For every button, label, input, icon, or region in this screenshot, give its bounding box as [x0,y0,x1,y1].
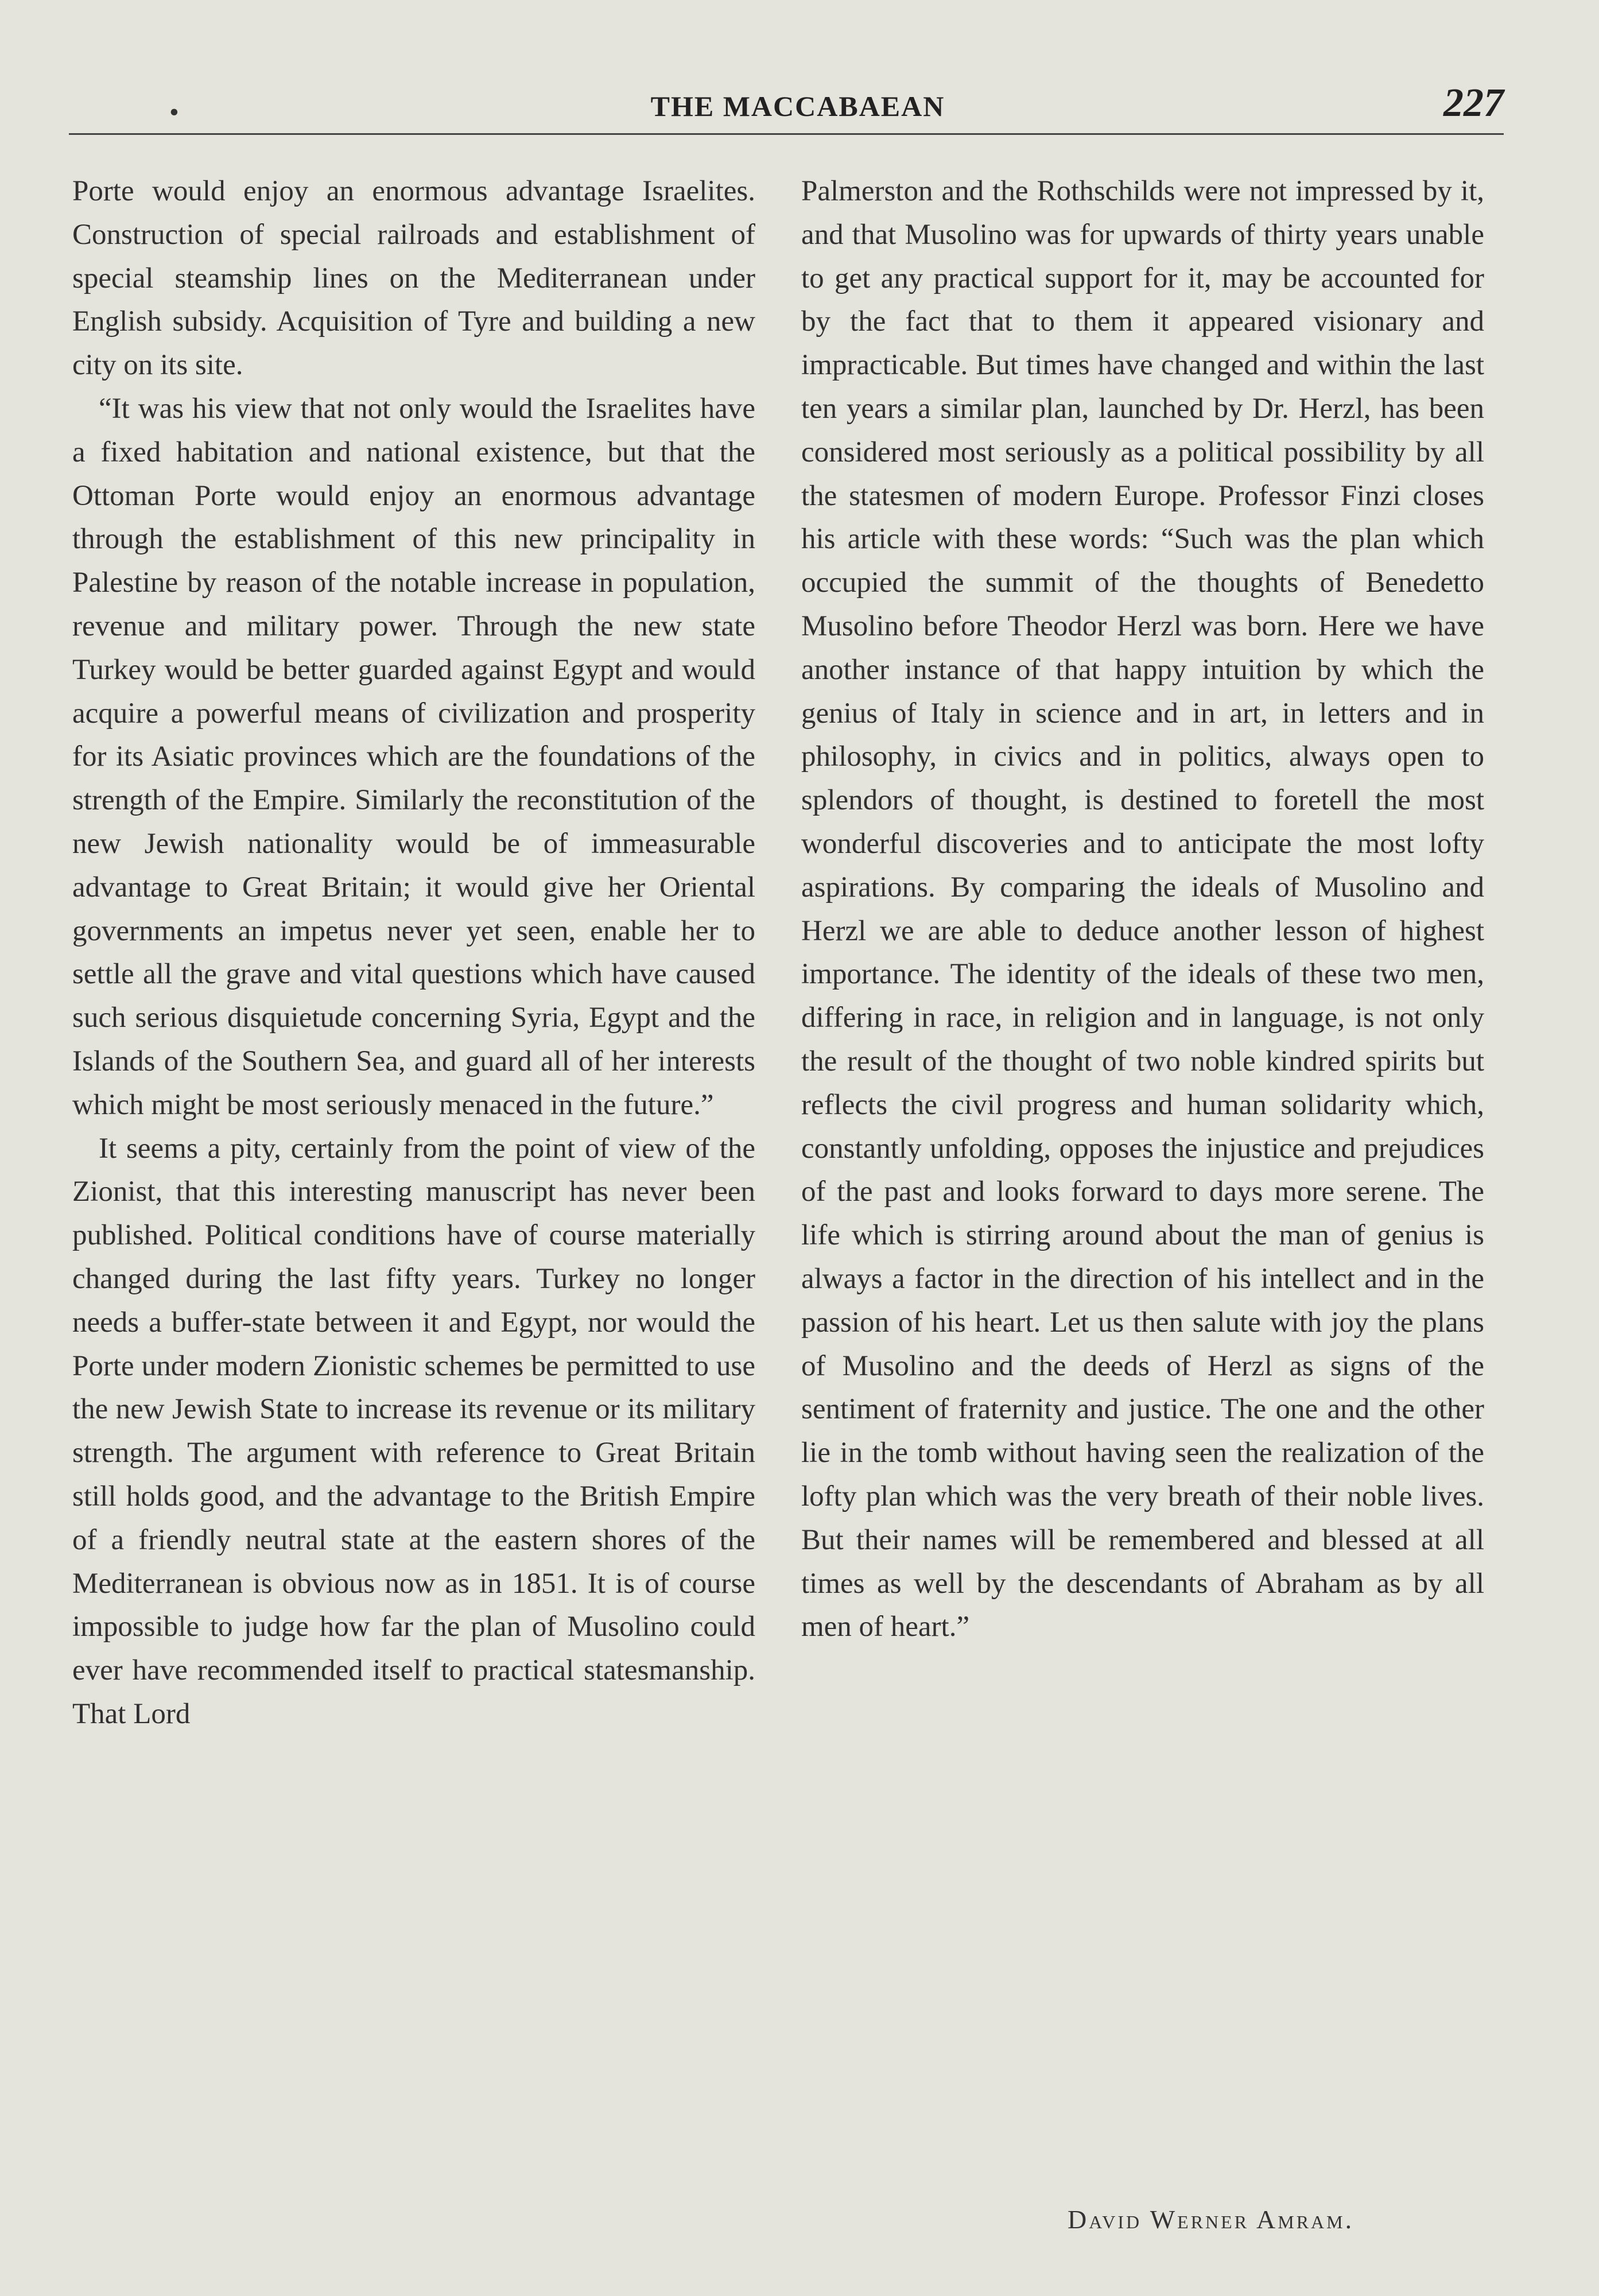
paragraph-continued: Porte would enjoy an enormous advantage Israelites. Construction of special railroads and establishment of special steamship lines on the Mediterranean under English subsidy. Acquisition of Tyre and building a new city on its site. [72,175,755,382]
running-header [69,80,1527,132]
author-signature: David Werner Amram. [1068,2205,1355,2234]
page-number: 227 [1443,81,1504,125]
right-column [801,170,1484,1649]
header-rule [69,133,1504,135]
left-column [72,170,755,1736]
header-bullet: • [169,97,179,127]
paragraph-quote: “It was his view that not only would the Israelites have a fixed habitation and national existence, but that the Ottoman Porte would enjoy an enormous advantage through the establishment of this new principality in Palestine by reason of the notable increase in population, revenue and military power. Through the new state Turkey would be better guarded against Egypt and would acquire a powerful means of civilization and prosperity for its Asiatic provinces which are the foundations of the strength of the Empire. Similarly the reconstitution of the new Jewish nationality would be of immeasurable advantage to Great Britain; it would give her Oriental governments an impetus never yet seen, enable her to settle all the grave and vital questions which have caused such serious disquietude concerning Syria, Egypt and the Islands of the Southern Sea, and guard all of her interests which might be most seriously menaced in the future.” [72,392,755,1121]
paragraph-conclusion: Palmerston and the Rothschilds were not impressed by it, and that Musolino was for upwards of thirty years unable to get any practical support for it, may be accounted for by the fact that to them it appeared visionary and impracticable. But times have changed and within the last ten years a similar plan, launched by Dr. Herzl, has been considered most seriously as a political possibility by all the statesmen of modern Europe. Professor Finzi closes his article with these words: “Such was the plan which occupied the summit of the thoughts of Benedetto Musolino before Theodor Herzl was born. Here we have another instance of that happy intuition by which the genius of Italy in science and in art, in letters and in philosophy, in civics and in politics, always open to splendors of thought, is destined to foretell the most wonderful discoveries and to anticipate the most lofty aspirations. By comparing the ideals of Musolino and Herzl we are able to deduce another lesson of highest importance. The identity of the ideals of these two men, differing in race, in religion and in language, is not only the result of the thought of two noble kindred spirits but reflects the civil progress and human solidarity which, constantly unfolding, opposes the injustice and prejudices of the past and looks forward to days more serene. The life which is stirring around about the man of genius is always a factor in the direction of his intellect and in the passion of his heart. Let us then salute with joy the plans of Musolino and the deeds of Herzl as signs of the sentiment of fraternity and justice. The one and the other lie in the tomb without having seen the realization of the lofty plan which was the very breath of their noble lives. But their names will be remembered and blessed at all times as well by the descendants of Abraham as by all men of heart.” [801,175,1484,1643]
paragraph-commentary: It seems a pity, certainly from the point of view of the Zionist, that this interesting manuscript has never been published. Political conditions have of course materially changed during the last fifty years. Turkey no longer needs a buffer-state between it and Egypt, nor would the Porte under modern Zionistic schemes be permitted to use the new Jewish State to increase its revenue or its military strength. The argument with reference to Great Britain still holds good, and the advantage to the British Empire of a friendly neutral state at the eastern shores of the Mediterranean is obvious now as in 1851. It is of course impossible to judge how far the plan of Musolino could ever have recommended itself to practical statesmanship. That Lord [72,1132,755,1730]
journal-title: THE MACCABAEAN [650,90,945,122]
